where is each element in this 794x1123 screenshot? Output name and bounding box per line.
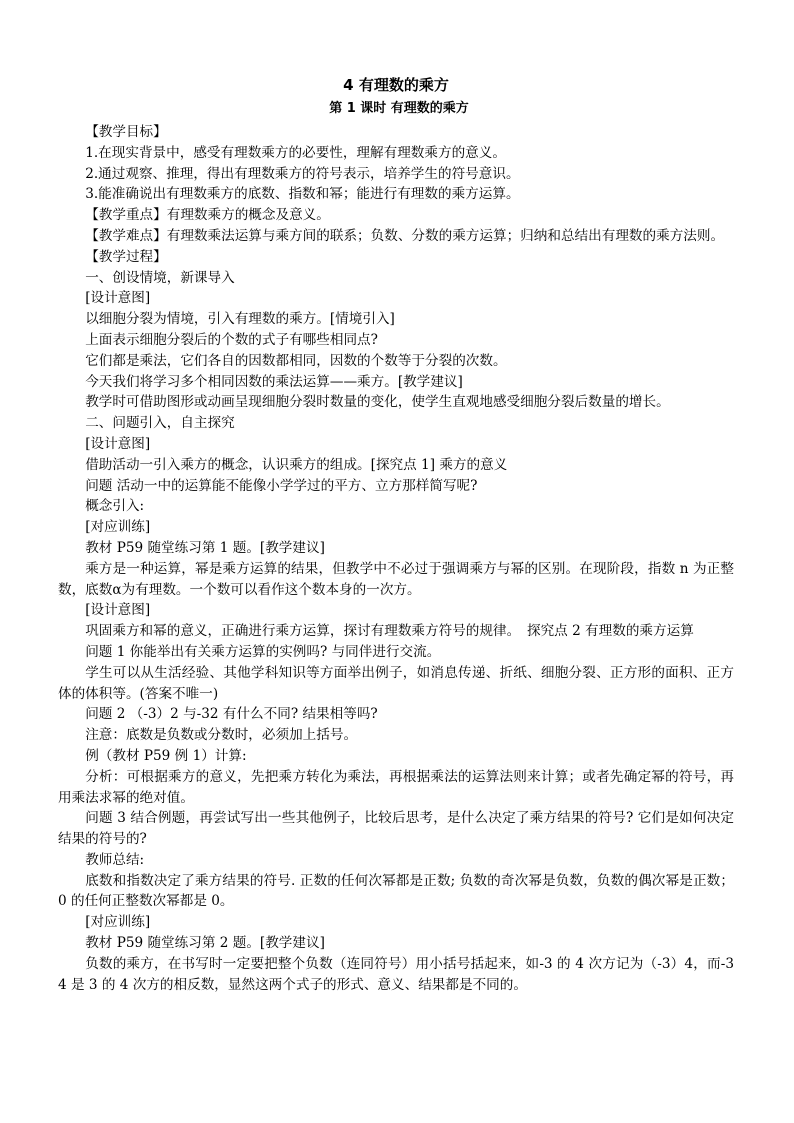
paragraph: 底数和指数决定了乘方结果的符号. 正数的任何次幂都是正数; 负数的奇次幂是负数，负数的偶次幂是正数；0 的任何正整数次幂都是 0。: [58, 872, 734, 910]
paragraph: [设计意图]: [85, 290, 151, 307]
paragraph: 问题 3 结合例题，再尝试写出一些其他例子，比较后思考，是什么决定了乘方结果的符号? 它们是如何决定结果的符号的?: [58, 810, 734, 848]
paragraph: 巩固乘方和幂的意义，正确进行乘方运算，探讨有理数乘方符号的规律。 探究点 2 有理数的乘方运算: [85, 623, 694, 640]
paragraph: 【教学过程】: [85, 248, 167, 265]
document-subtitle: 第 1 课时 有理数的乘方: [329, 101, 469, 116]
paragraph: 概念引入:: [85, 498, 145, 515]
paragraph: 例（教材 P59 例 1）计算:: [85, 747, 247, 764]
paragraph: 教材 P59 随堂练习第 1 题。[教学建议]: [85, 539, 325, 556]
paragraph: 分析：可根据乘方的意义，先把乘方转化为乘法，再根据乘法的运算法则来计算；或者先确定幂的符号，再用乘法求幂的绝对值。: [58, 768, 734, 806]
paragraph: 今天我们将学习多个相同因数的乘法运算——乘方。[教学建议]: [85, 373, 463, 390]
paragraph: [设计意图]: [85, 435, 151, 452]
paragraph: 一、创设情境，新课导入: [85, 269, 235, 286]
document-page: [58, 74, 734, 995]
paragraph: 注意：底数是负数或分数时，必须加上括号。: [85, 727, 358, 744]
paragraph: 教师总结:: [85, 851, 145, 868]
paragraph: 【教学目标】: [85, 124, 167, 140]
paragraph: 借助活动一引入乘方的概念，认识乘方的组成。[探究点 1] 乘方的意义: [85, 456, 508, 473]
paragraph: 1.在现实背景中，感受有理数乘方的必要性，理解有理数乘方的意义。: [85, 144, 506, 161]
paragraph: 乘方是一种运算，幂是乘方运算的结果，但教学中不必过于强调乘方与幂的区别。在现阶段，指数 n 为正整数，底数α为有理数。一个数可以看作这个数本身的一次方。: [58, 560, 734, 598]
paragraph: 问题 2 （-3）2 与-32 有什么不同? 结果相等吗?: [85, 706, 378, 723]
document-body: [58, 122, 734, 995]
paragraph: 学生可以从生活经验、其他学科知识等方面举出例子，如消息传递、折纸、细胞分裂、正方形的面积、正方体的体积等。(答案不唯一): [58, 664, 734, 702]
paragraph: 【教学重点】有理数乘方的概念及意义。: [85, 207, 330, 224]
paragraph: [对应训练]: [85, 914, 151, 931]
paragraph: 教材 P59 随堂练习第 2 题。[教学建议]: [85, 935, 325, 952]
paragraph: 3.能准确说出有理数乘方的底数、指数和幂；能进行有理数的乘方运算。: [85, 186, 520, 203]
paragraph: [设计意图]: [85, 602, 151, 619]
paragraph: 问题 活动一中的运算能不能像小学学过的平方、立方那样简写呢?: [85, 477, 478, 494]
paragraph: 教学时可借助图形或动画呈现细胞分裂时数量的变化，使学生直观地感受细胞分裂后数量的增长。: [85, 394, 670, 411]
paragraph: [对应训练]: [85, 519, 151, 536]
paragraph: 2.通过观察、推理，得出有理数乘方的符号表示，培养学生的符号意识。: [85, 165, 520, 182]
paragraph: 以细胞分裂为情境，引入有理数的乘方。[情境引入]: [85, 311, 395, 328]
paragraph: 它们都是乘法，它们各自的因数都相同，因数的个数等于分裂的次数。: [85, 352, 507, 369]
paragraph: 上面表示细胞分裂后的个数的式子有哪些相同点?: [85, 331, 378, 348]
document-title: 4 有理数的乘方: [343, 76, 449, 94]
paragraph: 负数的乘方，在书写时一定要把整个负数（连同符号）用小括号括起来，如-3 的 4 次方记为（-3）4，而-34 是 3 的 4 次方的相反数，显然这两个式子的形式、意义、结果都是不同的。: [58, 955, 734, 993]
paragraph: 二、问题引入，自主探究: [85, 415, 235, 432]
paragraph: 【教学难点】有理数乘法运算与乘方间的联系；负数、分数的乘方运算；归纳和总结出有理数的乘方法则。: [85, 227, 725, 244]
paragraph: 问题 1 你能举出有关乘方运算的实例吗? 与同伴进行交流。: [85, 643, 441, 660]
